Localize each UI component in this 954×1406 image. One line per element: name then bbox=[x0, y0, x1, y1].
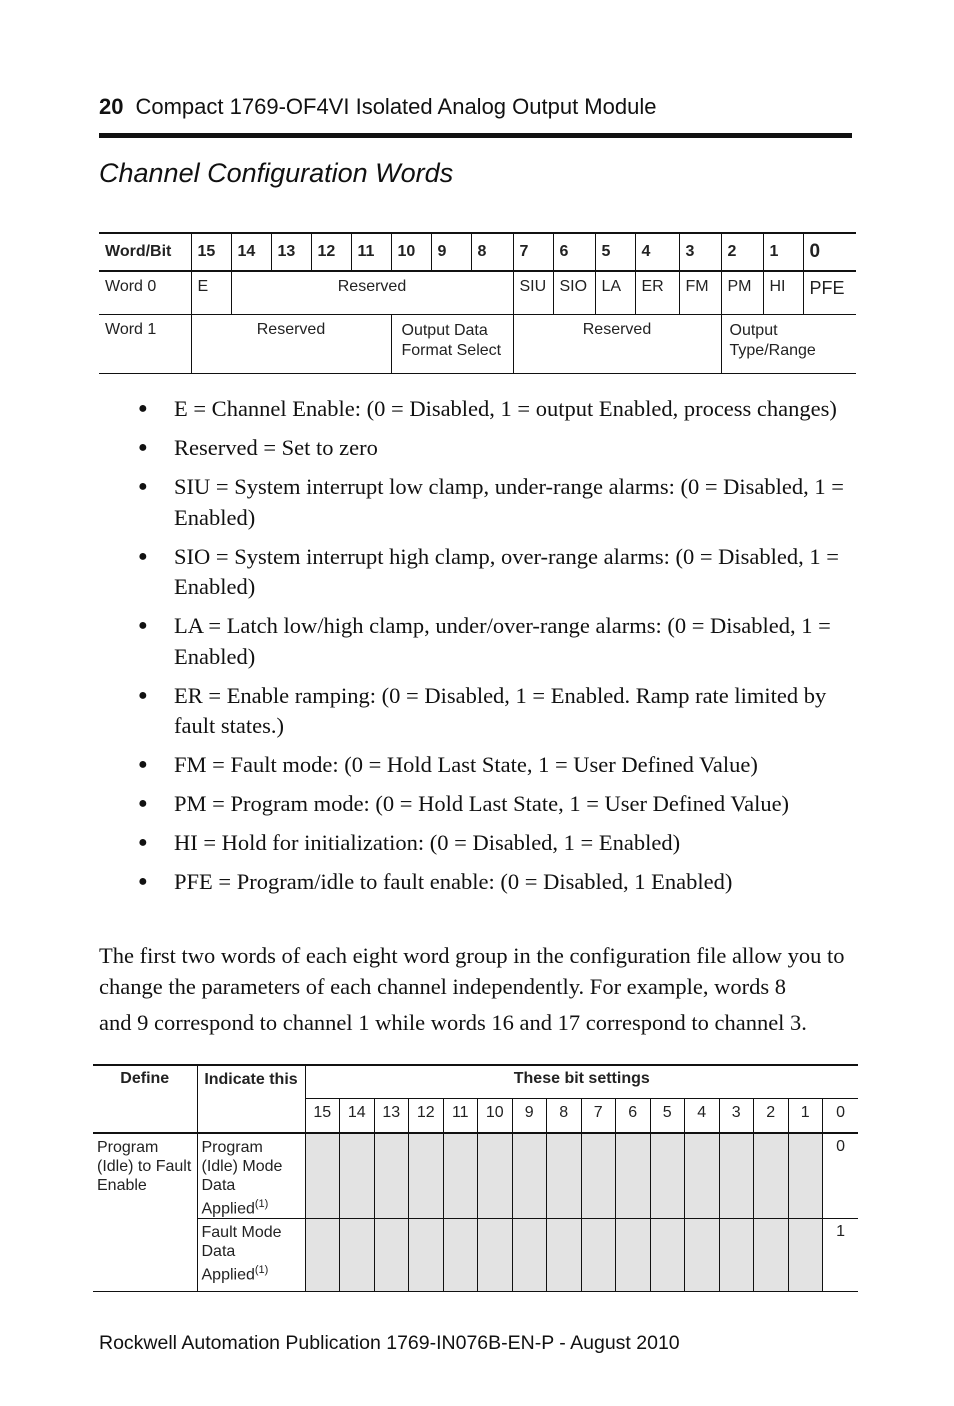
header-cell: 9 bbox=[431, 233, 471, 271]
bit-sio: SIO bbox=[553, 271, 595, 315]
shaded-bit bbox=[374, 1133, 409, 1219]
shaded-bit bbox=[719, 1133, 754, 1219]
config-header-row bbox=[99, 233, 856, 271]
shaded-bit bbox=[305, 1133, 340, 1219]
bit-number: 15 bbox=[305, 1099, 340, 1134]
list-item: ● HI = Hold for initialization: (0 = Disabled, 1 = Enabled) bbox=[138, 828, 858, 859]
header-cell: 13 bbox=[271, 233, 311, 271]
bullet-icon: ● bbox=[138, 400, 148, 417]
shaded-bit bbox=[616, 1133, 651, 1219]
bit-pm: PM bbox=[721, 271, 763, 315]
header-cell: 5 bbox=[595, 233, 635, 271]
list-item: ● FM = Fault mode: (0 = Hold Last State, 1 = User Defined Value) bbox=[138, 750, 858, 781]
bullet-icon: ● bbox=[138, 756, 148, 773]
bit-reserved: Reserved bbox=[231, 271, 513, 315]
bit-e: E bbox=[191, 271, 231, 315]
shaded-bit bbox=[478, 1133, 513, 1219]
bit-er: ER bbox=[635, 271, 679, 315]
indicate-cell: Program (Idle) Mode Data Applied$^{(1)}$ bbox=[197, 1133, 305, 1219]
bullet-icon: ● bbox=[138, 439, 148, 456]
shaded-bit bbox=[581, 1219, 616, 1292]
shaded-bit bbox=[650, 1219, 685, 1292]
bit-hi: HI bbox=[763, 271, 803, 315]
shaded-bit bbox=[685, 1133, 720, 1219]
header-cell: 4 bbox=[635, 233, 679, 271]
bits-reserved-low: Reserved bbox=[513, 315, 721, 374]
bit-number: 8 bbox=[547, 1099, 582, 1134]
shaded-bit bbox=[547, 1133, 582, 1219]
shaded-bit bbox=[754, 1219, 789, 1292]
shaded-bit bbox=[478, 1219, 513, 1292]
shaded-bit bbox=[340, 1219, 375, 1292]
indicate-cell: Fault Mode Data Applied$^{(1)}$ bbox=[197, 1219, 305, 1292]
bit-value: 1 bbox=[823, 1219, 859, 1292]
bit-number: 3 bbox=[719, 1099, 754, 1134]
body-paragraph bbox=[99, 940, 859, 1038]
bit-number: 12 bbox=[409, 1099, 444, 1134]
paragraph-text: The first two words of each eight word group in the configuration file allow you to change the parameters of each channel independently. For example, words 8 bbox=[99, 943, 845, 999]
list-item: ● PFE = Program/idle to fault enable: (0 = Disabled, 1 Enabled) bbox=[138, 867, 858, 898]
bit-la: LA bbox=[595, 271, 635, 315]
list-item: ● Reserved = Set to zero bbox=[138, 433, 858, 464]
bit-number: 4 bbox=[685, 1099, 720, 1134]
bit-pfe: PFE bbox=[803, 271, 856, 315]
bit-number: 6 bbox=[616, 1099, 651, 1134]
shaded-bit bbox=[788, 1133, 823, 1219]
shaded-bit bbox=[409, 1133, 444, 1219]
paragraph-last-line: and 9 correspond to channel 1 while words 16 and 17 correspond to channel 3. bbox=[99, 1010, 807, 1035]
bit-number: 0 bbox=[823, 1099, 859, 1134]
shaded-bit bbox=[547, 1219, 582, 1292]
bullet-icon: ● bbox=[138, 547, 148, 565]
header-cell: 11 bbox=[351, 233, 391, 271]
bit-number: 11 bbox=[443, 1099, 478, 1134]
bit-number: 2 bbox=[754, 1099, 789, 1134]
bit-siu: SIU bbox=[513, 271, 553, 315]
shaded-bit bbox=[443, 1219, 478, 1292]
bit-number: 5 bbox=[650, 1099, 685, 1134]
bits-output-data-format: Output Data Format Select bbox=[391, 315, 513, 374]
footnote-marker: (1) bbox=[254, 1264, 269, 1277]
shaded-bit bbox=[650, 1133, 685, 1219]
bit-definition-list bbox=[138, 394, 858, 906]
header-rule bbox=[99, 133, 852, 138]
bits-output-type-range: Output Type/Range bbox=[721, 315, 856, 374]
bit-number: 7 bbox=[581, 1099, 616, 1134]
shaded-bit bbox=[719, 1219, 754, 1292]
page-header bbox=[99, 94, 656, 120]
shaded-bit bbox=[305, 1219, 340, 1292]
shaded-bit bbox=[754, 1133, 789, 1219]
table-row bbox=[93, 1219, 858, 1292]
list-item: ● PM = Program mode: (0 = Hold Last State, 1 = User Defined Value) bbox=[138, 789, 858, 820]
col-indicate: Indicate this bbox=[197, 1065, 305, 1133]
page-footer: Rockwell Automation Publication 1769-IN076B-EN-P - August 2010 bbox=[99, 1332, 680, 1354]
table-row bbox=[93, 1133, 858, 1219]
shaded-bit bbox=[616, 1219, 651, 1292]
shaded-bit bbox=[512, 1219, 547, 1292]
list-item: ● LA = Latch low/high clamp, under/over-range alarms: (0 = Disabled, 1 = Enabled) bbox=[138, 613, 831, 669]
header-cell: 14 bbox=[231, 233, 271, 271]
bit-number: 13 bbox=[374, 1099, 409, 1134]
header-cell: Word/Bit bbox=[99, 233, 191, 271]
channel-config-table bbox=[99, 232, 856, 374]
bits-reserved-high: Reserved bbox=[191, 315, 391, 374]
define-cell: Program (Idle) to Fault Enable bbox=[93, 1133, 197, 1292]
header-cell: 3 bbox=[679, 233, 721, 271]
bullet-icon: ● bbox=[138, 617, 148, 634]
bit-number: 1 bbox=[788, 1099, 823, 1134]
bit-number: 10 bbox=[478, 1099, 513, 1134]
col-define: Define bbox=[93, 1065, 197, 1133]
list-item: ● ER = Enable ramping: (0 = Disabled, 1 = Enabled. Ramp rate limited by fault states.) bbox=[138, 682, 827, 738]
list-item: ● E = Channel Enable: (0 = Disabled, 1 = output Enabled, process changes) bbox=[138, 394, 858, 425]
bullet-icon: ● bbox=[138, 834, 148, 851]
config-row-word1 bbox=[99, 315, 856, 374]
header-cell: 0 bbox=[803, 233, 856, 271]
header-cell: 6 bbox=[553, 233, 595, 271]
row-label: Word 0 bbox=[99, 271, 191, 315]
bit-fm: FM bbox=[679, 271, 721, 315]
shaded-bit bbox=[685, 1219, 720, 1292]
config-row-word0 bbox=[99, 271, 856, 315]
bit-number: 9 bbox=[512, 1099, 547, 1134]
header-cell: 10 bbox=[391, 233, 431, 271]
header-cell: 8 bbox=[471, 233, 513, 271]
shaded-bit bbox=[374, 1219, 409, 1292]
bit-value: 0 bbox=[823, 1133, 859, 1219]
shaded-bit bbox=[581, 1133, 616, 1219]
bit-number: 14 bbox=[340, 1099, 375, 1134]
row-label: Word 1 bbox=[99, 315, 191, 374]
footnote-marker: (1) bbox=[254, 1198, 269, 1210]
shaded-bit bbox=[409, 1219, 444, 1292]
bullet-icon: ● bbox=[138, 686, 148, 704]
shaded-bit bbox=[512, 1133, 547, 1219]
header-title: Compact 1769-OF4VI Isolated Analog Output Module bbox=[135, 94, 657, 119]
section-title: Channel Configuration Words bbox=[99, 158, 454, 188]
bullet-icon: ● bbox=[138, 478, 148, 495]
bit-header-row bbox=[93, 1065, 858, 1099]
shaded-bit bbox=[340, 1133, 375, 1219]
page-number: 20 bbox=[99, 94, 124, 119]
shaded-bit bbox=[788, 1219, 823, 1292]
list-item: ● SIO = System interrupt high clamp, over-range alarms: (0 = Disabled, 1 = Enabled) bbox=[138, 543, 839, 599]
header-cell: 15 bbox=[191, 233, 231, 271]
header-cell: 1 bbox=[763, 233, 803, 271]
bit-settings-table bbox=[93, 1064, 858, 1292]
list-item: ● SIU = System interrupt low clamp, under-range alarms: (0 = Disabled, 1 = Enabled) bbox=[138, 474, 844, 530]
bullet-icon: ● bbox=[138, 873, 148, 890]
header-cell: 2 bbox=[721, 233, 763, 271]
col-bit-settings: These bit settings bbox=[305, 1065, 858, 1099]
shaded-bit bbox=[443, 1133, 478, 1219]
bullet-icon: ● bbox=[138, 795, 148, 812]
header-cell: 7 bbox=[513, 233, 553, 271]
header-cell: 12 bbox=[311, 233, 351, 271]
